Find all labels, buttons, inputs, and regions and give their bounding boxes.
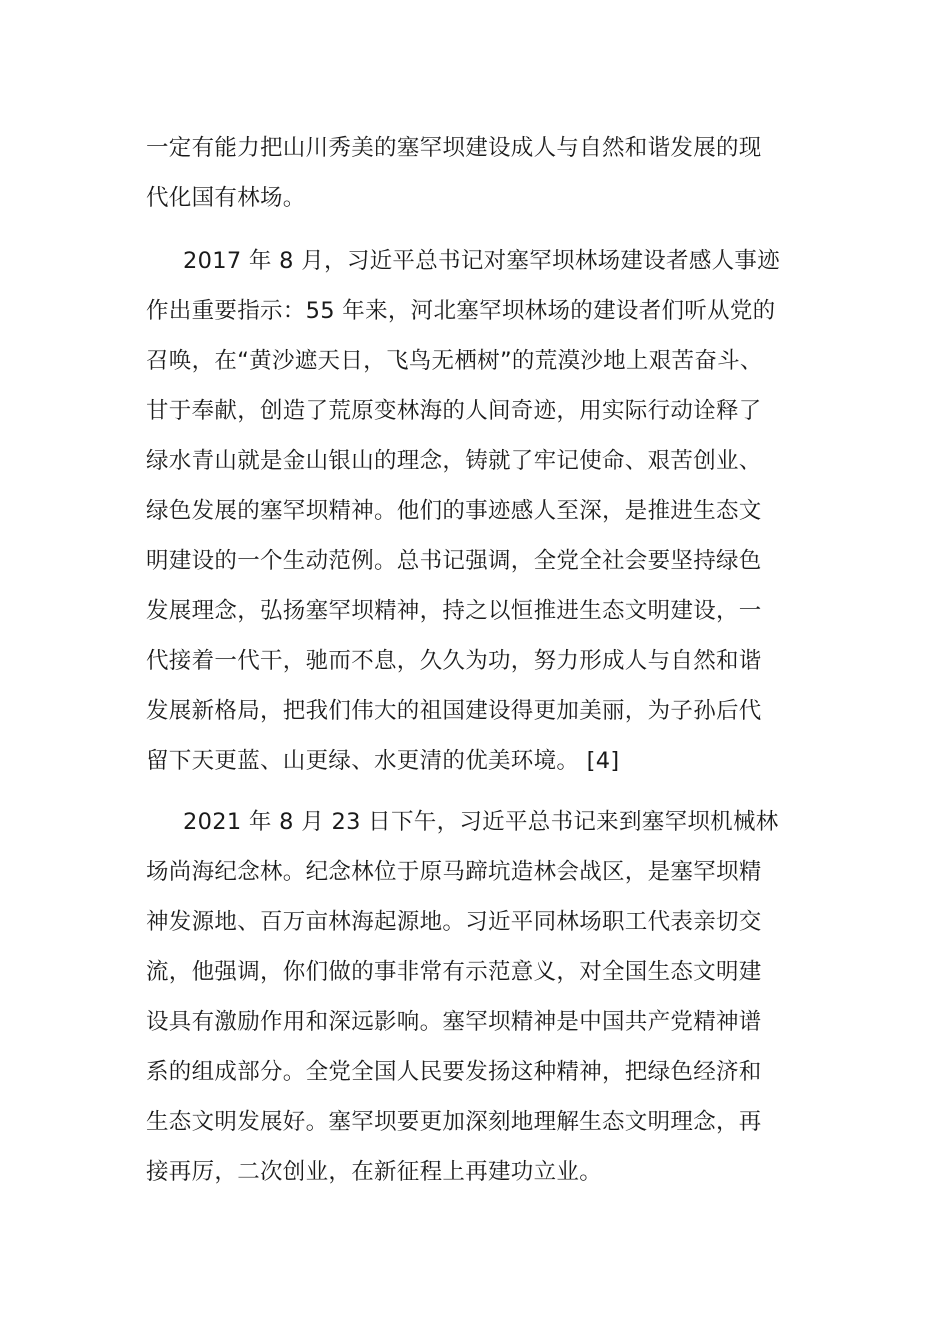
- text-line: 甘于奉献，创造了荒原变林海的人间奇迹，用实际行动诠释了: [146, 398, 762, 424]
- text-line: 接再厉，二次创业，在新征程上再建功立业。: [146, 1159, 603, 1185]
- text-line: 发展新格局，把我们伟大的祖国建设得更加美丽，为子孙后代: [146, 698, 762, 724]
- text-line: 设具有激励作用和深远影响。塞罕坝精神是中国共产党精神谱: [146, 1009, 762, 1035]
- text-line: 2017 年 8 月，习近平总书记对塞罕坝林场建设者感人事迹: [183, 248, 781, 274]
- text-line: 绿色发展的塞罕坝精神。他们的事迹感人至深，是推进生态文: [146, 498, 762, 524]
- text-line: 代化国有林场。: [146, 185, 306, 211]
- text-line: 流，他强调，你们做的事非常有示范意义，对全国生态文明建: [146, 959, 762, 985]
- text-line: 代接着一代干，驰而不息，久久为功，努力形成人与自然和谐: [146, 648, 762, 674]
- text-line: 一定有能力把山川秀美的塞罕坝建设成人与自然和谐发展的现: [146, 135, 762, 161]
- text-line: 留下天更蓝、山更绿、水更清的优美环境。 [4]: [146, 748, 620, 774]
- text-line: 神发源地、百万亩林海起源地。习近平同林场职工代表亲切交: [146, 909, 762, 935]
- text-line: 场尚海纪念林。纪念林位于原马蹄坑造林会战区，是塞罕坝精: [146, 859, 762, 885]
- text-line: 系的组成部分。全党全国人民要发扬这种精神，把绿色经济和: [146, 1059, 762, 1085]
- text-line: 绿水青山就是金山银山的理念，铸就了牢记使命、艰苦创业、: [146, 448, 762, 474]
- text-line: 2021 年 8 月 23 日下午，习近平总书记来到塞罕坝机械林: [183, 809, 779, 835]
- text-line: 作出重要指示：55 年来，河北塞罕坝林场的建设者们听从党的: [146, 298, 776, 324]
- text-line: 发展理念，弘扬塞罕坝精神，持之以恒推进生态文明建设，一: [146, 598, 762, 624]
- text-line: 生态文明发展好。塞罕坝要更加深刻地理解生态文明理念，再: [146, 1109, 762, 1135]
- text-line: 明建设的一个生动范例。总书记强调，全党全社会要坚持绿色: [146, 548, 762, 574]
- text-line: 召唤，在“黄沙遮天日，飞鸟无栖树”的荒漠沙地上艰苦奋斗、: [146, 348, 763, 374]
